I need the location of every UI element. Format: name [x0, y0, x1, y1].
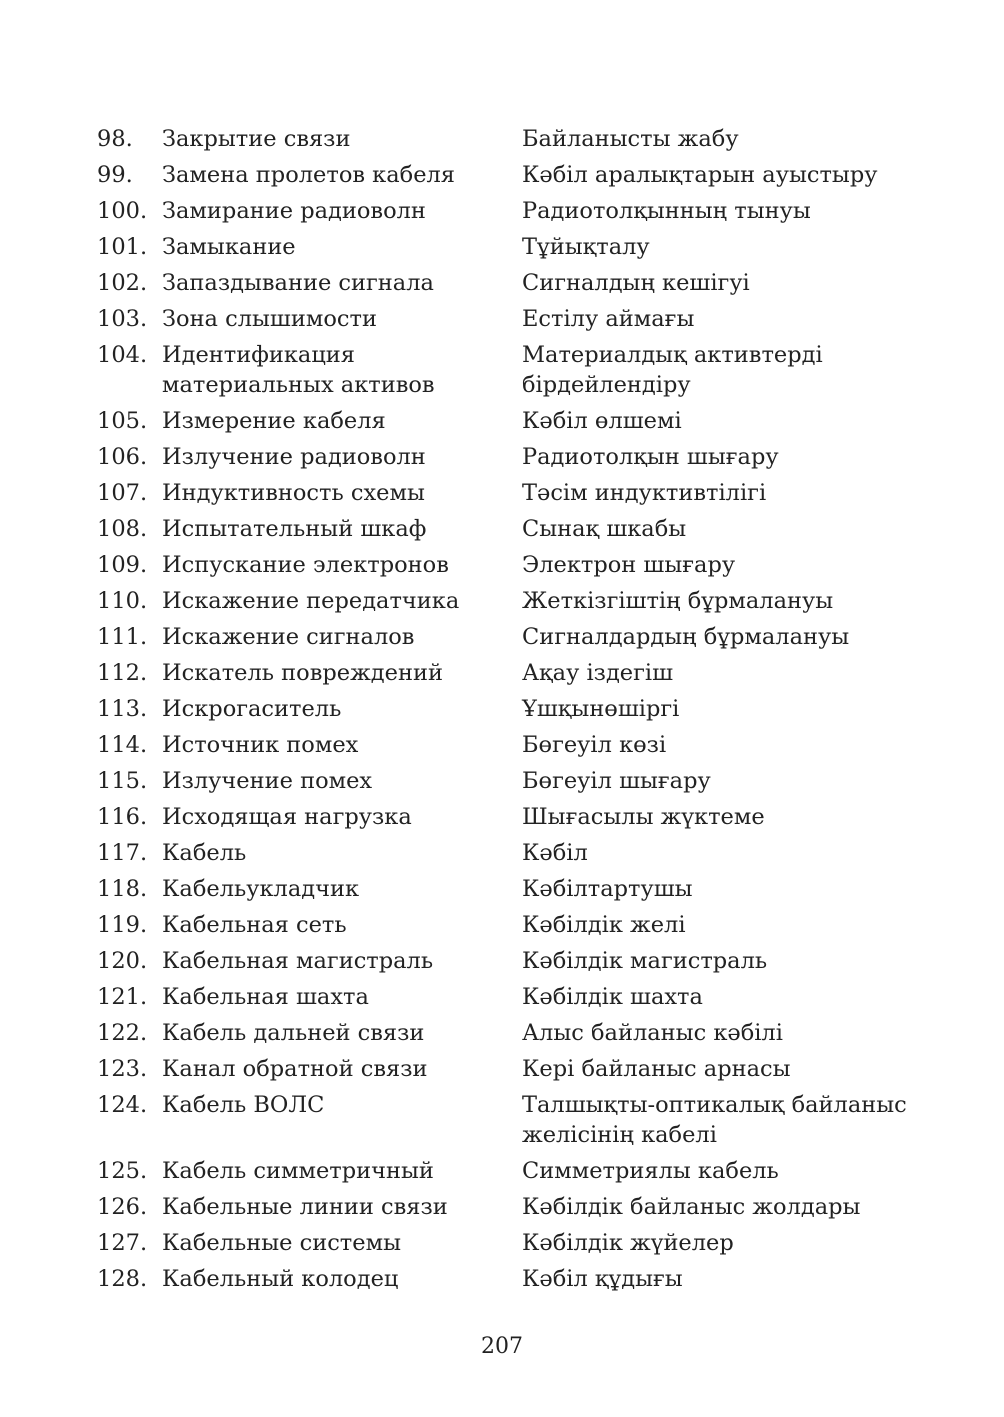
- russian-term: Закрытие связи: [162, 126, 351, 152]
- russian-term: Кабельный колодец: [162, 1266, 399, 1292]
- kazakh-term: Кәбілдік жүйелер: [522, 1230, 734, 1256]
- kazakh-term: Тәсім индуктивтілігі: [522, 480, 767, 506]
- kazakh-term: Жеткізгіштің бұрмалануы: [522, 588, 834, 614]
- glossary-entry: [97, 1153, 957, 1189]
- glossary-entry: [97, 337, 957, 403]
- glossary-entry: [97, 691, 957, 727]
- kazakh-term: Бөгеуіл көзі: [522, 732, 667, 758]
- kazakh-term: Тұйықталу: [522, 234, 650, 260]
- kazakh-term: Бөгеуіл шығару: [522, 768, 711, 794]
- russian-term: Излучение помех: [162, 768, 373, 794]
- kazakh-term: Кәбілдік байланыс жолдары: [522, 1194, 861, 1220]
- russian-term: Искажение передатчика: [162, 588, 460, 614]
- glossary-entry: [97, 511, 957, 547]
- entry-number: 122.: [97, 1020, 148, 1046]
- kazakh-term: Сынақ шкабы: [522, 516, 687, 542]
- kazakh-term: Талшықты-оптикалық байланыс желісінің кабелі: [522, 1092, 907, 1148]
- glossary-entry: [97, 439, 957, 475]
- glossary-entry: [97, 979, 957, 1015]
- glossary-entry: [97, 655, 957, 691]
- entry-number: 121.: [97, 984, 148, 1010]
- russian-term: Кабельная сеть: [162, 912, 347, 938]
- glossary-entry: [97, 871, 957, 907]
- glossary-entry: [97, 799, 957, 835]
- entry-number: 123.: [97, 1056, 148, 1082]
- russian-term: Измерение кабеля: [162, 408, 386, 434]
- russian-term: Кабель дальней связи: [162, 1020, 425, 1046]
- entry-number: 111.: [97, 624, 148, 650]
- entry-number: 108.: [97, 516, 148, 542]
- russian-term: Индуктивность схемы: [162, 480, 425, 506]
- russian-term: Излучение радиоволн: [162, 444, 426, 470]
- glossary-entry: [97, 265, 957, 301]
- entry-number: 125.: [97, 1158, 148, 1184]
- russian-term: Искажение сигналов: [162, 624, 415, 650]
- russian-term: Замыкание: [162, 234, 296, 260]
- entry-number: 109.: [97, 552, 148, 578]
- russian-term: Испускание электронов: [162, 552, 449, 578]
- entry-number: 103.: [97, 306, 148, 332]
- entry-number: 113.: [97, 696, 148, 722]
- russian-term: Кабель: [162, 840, 247, 866]
- russian-term: Кабельукладчик: [162, 876, 360, 902]
- page-number: 207: [481, 1334, 523, 1359]
- glossary-entry: [97, 619, 957, 655]
- kazakh-term: Кәбілдік желі: [522, 912, 686, 938]
- kazakh-term: Кері байланыс арнасы: [522, 1056, 791, 1082]
- russian-term: Замена пролетов кабеля: [162, 162, 456, 188]
- entry-number: 115.: [97, 768, 148, 794]
- entry-number: 116.: [97, 804, 148, 830]
- entry-number: 127.: [97, 1230, 148, 1256]
- russian-term: Искатель повреждений: [162, 660, 443, 686]
- kazakh-term: Кәбілдік магистраль: [522, 948, 768, 974]
- entry-number: 99.: [97, 162, 133, 188]
- glossary-entry: [97, 547, 957, 583]
- entry-number: 128.: [97, 1266, 148, 1292]
- glossary-entry: [97, 1225, 957, 1261]
- entry-number: 98.: [97, 126, 133, 152]
- kazakh-term: Ақау іздегіш: [522, 660, 674, 686]
- kazakh-term: Сигналдың кешігуі: [522, 270, 750, 296]
- kazakh-term: Кәбілдік шахта: [522, 984, 703, 1010]
- entry-number: 126.: [97, 1194, 148, 1220]
- kazakh-term: Кәбіл: [522, 840, 588, 866]
- kazakh-term: Шығасылы жүктеме: [522, 804, 765, 830]
- entry-number: 112.: [97, 660, 148, 686]
- glossary-entry: [97, 157, 957, 193]
- entry-number: 100.: [97, 198, 148, 224]
- russian-term: Кабельные системы: [162, 1230, 401, 1256]
- entry-number: 102.: [97, 270, 148, 296]
- glossary-entry: [97, 121, 957, 157]
- entry-number: 104.: [97, 342, 148, 368]
- kazakh-term: Ұшқынөшіргі: [522, 696, 680, 722]
- kazakh-term: Электрон шығару: [522, 552, 736, 578]
- glossary-entry: [97, 763, 957, 799]
- russian-term: Канал обратной связи: [162, 1056, 428, 1082]
- glossary-entry: [97, 475, 957, 511]
- entry-number: 110.: [97, 588, 148, 614]
- entry-number: 114.: [97, 732, 148, 758]
- glossary-entry: [97, 1051, 957, 1087]
- russian-term: Идентификация материальных активов: [162, 342, 435, 398]
- glossary-entry: [97, 727, 957, 763]
- kazakh-term: Кәбіл өлшемі: [522, 408, 682, 434]
- russian-term: Кабельные линии связи: [162, 1194, 448, 1220]
- russian-term: Источник помех: [162, 732, 359, 758]
- russian-term: Кабельная шахта: [162, 984, 369, 1010]
- kazakh-term: Радиотолқын шығару: [522, 444, 779, 470]
- kazakh-term: Материалдық активтерді бірдейлендіру: [522, 342, 823, 398]
- kazakh-term: Кәбілтартушы: [522, 876, 693, 902]
- russian-term: Замирание радиоволн: [162, 198, 426, 224]
- glossary-entry: [97, 583, 957, 619]
- glossary-entry: [97, 403, 957, 439]
- entry-number: 105.: [97, 408, 148, 434]
- entry-number: 124.: [97, 1092, 148, 1118]
- glossary-entry: [97, 835, 957, 871]
- entry-number: 107.: [97, 480, 148, 506]
- russian-term: Кабель ВОЛС: [162, 1092, 325, 1118]
- kazakh-term: Кәбіл аралықтарын ауыстыру: [522, 162, 878, 188]
- entry-number: 118.: [97, 876, 148, 902]
- glossary-entry: [97, 193, 957, 229]
- russian-term: Исходящая нагрузка: [162, 804, 412, 830]
- entry-number: 119.: [97, 912, 148, 938]
- kazakh-term: Радиотолқынның тынуы: [522, 198, 811, 224]
- glossary-entry: [97, 943, 957, 979]
- russian-term: Кабель симметричный: [162, 1158, 434, 1184]
- kazakh-term: Алыс байланыс кәбілі: [522, 1020, 783, 1046]
- glossary-entry: [97, 229, 957, 265]
- russian-term: Кабельная магистраль: [162, 948, 434, 974]
- russian-term: Искрогаситель: [162, 696, 342, 722]
- glossary-list: [97, 121, 957, 1297]
- entry-number: 120.: [97, 948, 148, 974]
- kazakh-term: Естілу аймағы: [522, 306, 695, 332]
- kazakh-term: Симметриялы кабель: [522, 1158, 779, 1184]
- russian-term: Испытательный шкаф: [162, 516, 427, 542]
- glossary-entry: [97, 1015, 957, 1051]
- glossary-entry: [97, 301, 957, 337]
- glossary-entry: [97, 1087, 957, 1153]
- entry-number: 106.: [97, 444, 148, 470]
- kazakh-term: Кәбіл құдығы: [522, 1266, 683, 1292]
- kazakh-term: Байланысты жабу: [522, 126, 739, 152]
- russian-term: Запаздывание сигнала: [162, 270, 434, 296]
- russian-term: Зона слышимости: [162, 306, 377, 332]
- entry-number: 117.: [97, 840, 148, 866]
- glossary-entry: [97, 1261, 957, 1297]
- entry-number: 101.: [97, 234, 148, 260]
- glossary-entry: [97, 1189, 957, 1225]
- kazakh-term: Сигналдардың бұрмалануы: [522, 624, 850, 650]
- glossary-entry: [97, 907, 957, 943]
